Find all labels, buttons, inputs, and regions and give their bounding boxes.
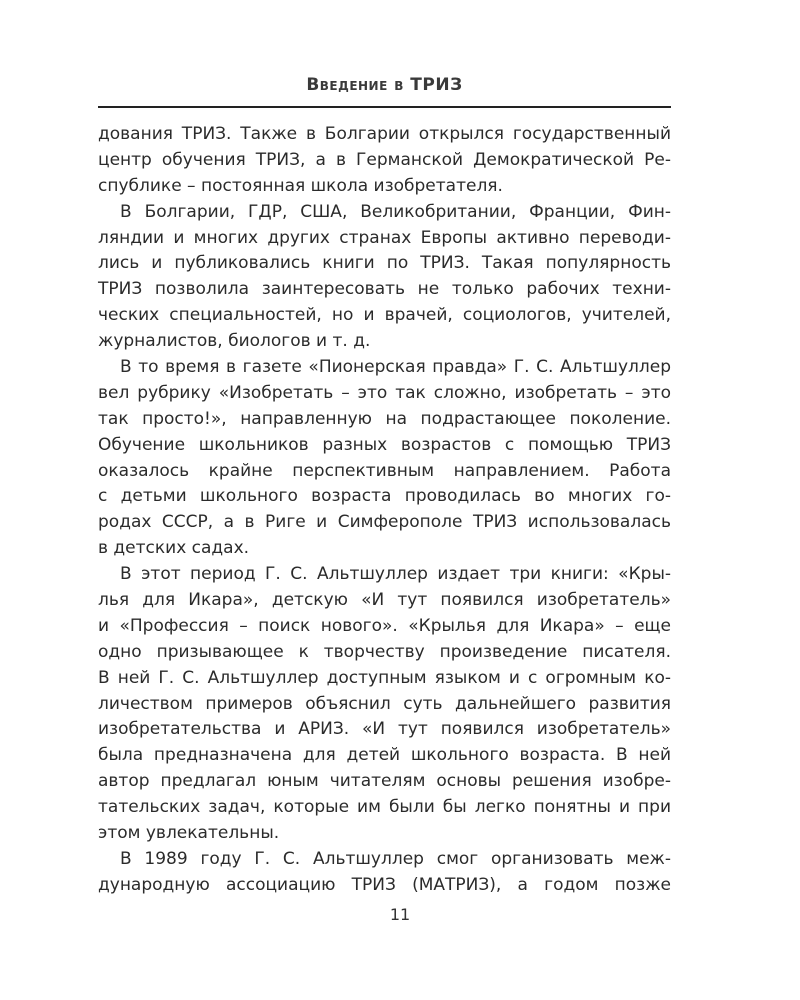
text-line: одно призывающее к творчеству произведение писателя. (98, 641, 671, 662)
text-line: ческих специальностей, но и врачей, социологов, учителей, (98, 305, 671, 326)
running-header (98, 75, 671, 95)
text-line: Обучение школьников разных возрастов с помощью ТРИЗ (98, 434, 671, 455)
text-line: с детьми школьного возраста проводилась во многих го- (98, 486, 671, 507)
text-line: была предназначена для детей школьного возраста. В ней (98, 745, 671, 766)
text-line: В ней Г. С. Альтшуллер доступным языком и с огромным ко- (98, 667, 671, 688)
paragraph-first-line: В 1989 году Г. С. Альтшуллер смог организовать меж- (120, 848, 671, 869)
text-line: вел рубрику «Изобретать – это так сложно, изобретать – это (98, 382, 671, 403)
text-line: лись и публиковались книги по ТРИЗ. Такая популярность (98, 253, 671, 274)
text-line: центр обучения ТРИЗ, а в Германской Демократической Ре- (98, 149, 671, 170)
text-line: тательских задач, которые им были бы легко понятны и при (98, 797, 671, 818)
paragraph-first-line: В этот период Г. С. Альтшуллер издает три книги: «Кры- (120, 564, 671, 585)
text-line: изобретательства и АРИЗ. «И тут появился изобретатель» (98, 719, 671, 740)
text-line: ТРИЗ позволила заинтересовать не только рабочих техни- (98, 279, 671, 300)
text-line: лья для Икара», детскую «И тут появился изобретатель» (98, 590, 671, 611)
text-line: автор предлагал юным читателям основы решения изобре- (98, 771, 671, 792)
paragraph-first-line: В то время в газете «Пионерская правда» Г. С. Альтшуллер (120, 357, 671, 378)
text-line: журналистов, биологов и т. д. (98, 331, 371, 352)
text-line: дународную ассоциацию ТРИЗ (МАТРИЗ), а годом позже (98, 874, 671, 895)
running-title: Введение в ТРИЗ (306, 75, 463, 95)
page-number: 11 (389, 905, 411, 924)
text-line: ляндии и многих других странах Европы активно переводи- (98, 227, 671, 248)
text-line: и «Профессия – поиск нового». «Крылья для Икара» – еще (98, 615, 671, 636)
text-line: дования ТРИЗ. Также в Болгарии открылся государственный (98, 124, 671, 144)
text-line: этом увлекательны. (98, 823, 280, 844)
paragraph-first-line: В Болгарии, ГДР, США, Великобритании, Франции, Фин- (120, 201, 671, 222)
text-line: спублике – постоянная школа изобретателя. (98, 175, 503, 196)
text-line: родах СССР, а в Риге и Симферополе ТРИЗ использовалась (98, 512, 671, 533)
header-rule (98, 106, 671, 108)
text-line: так просто!», направленную на подрастающее поколение. (98, 408, 671, 429)
text-line: оказалось крайне перспективным направлением. Работа (98, 460, 671, 481)
text-line: в детских садах. (98, 538, 250, 559)
text-line: личеством примеров объяснил суть дальнейшего развития (98, 693, 671, 714)
body-text (98, 122, 671, 899)
